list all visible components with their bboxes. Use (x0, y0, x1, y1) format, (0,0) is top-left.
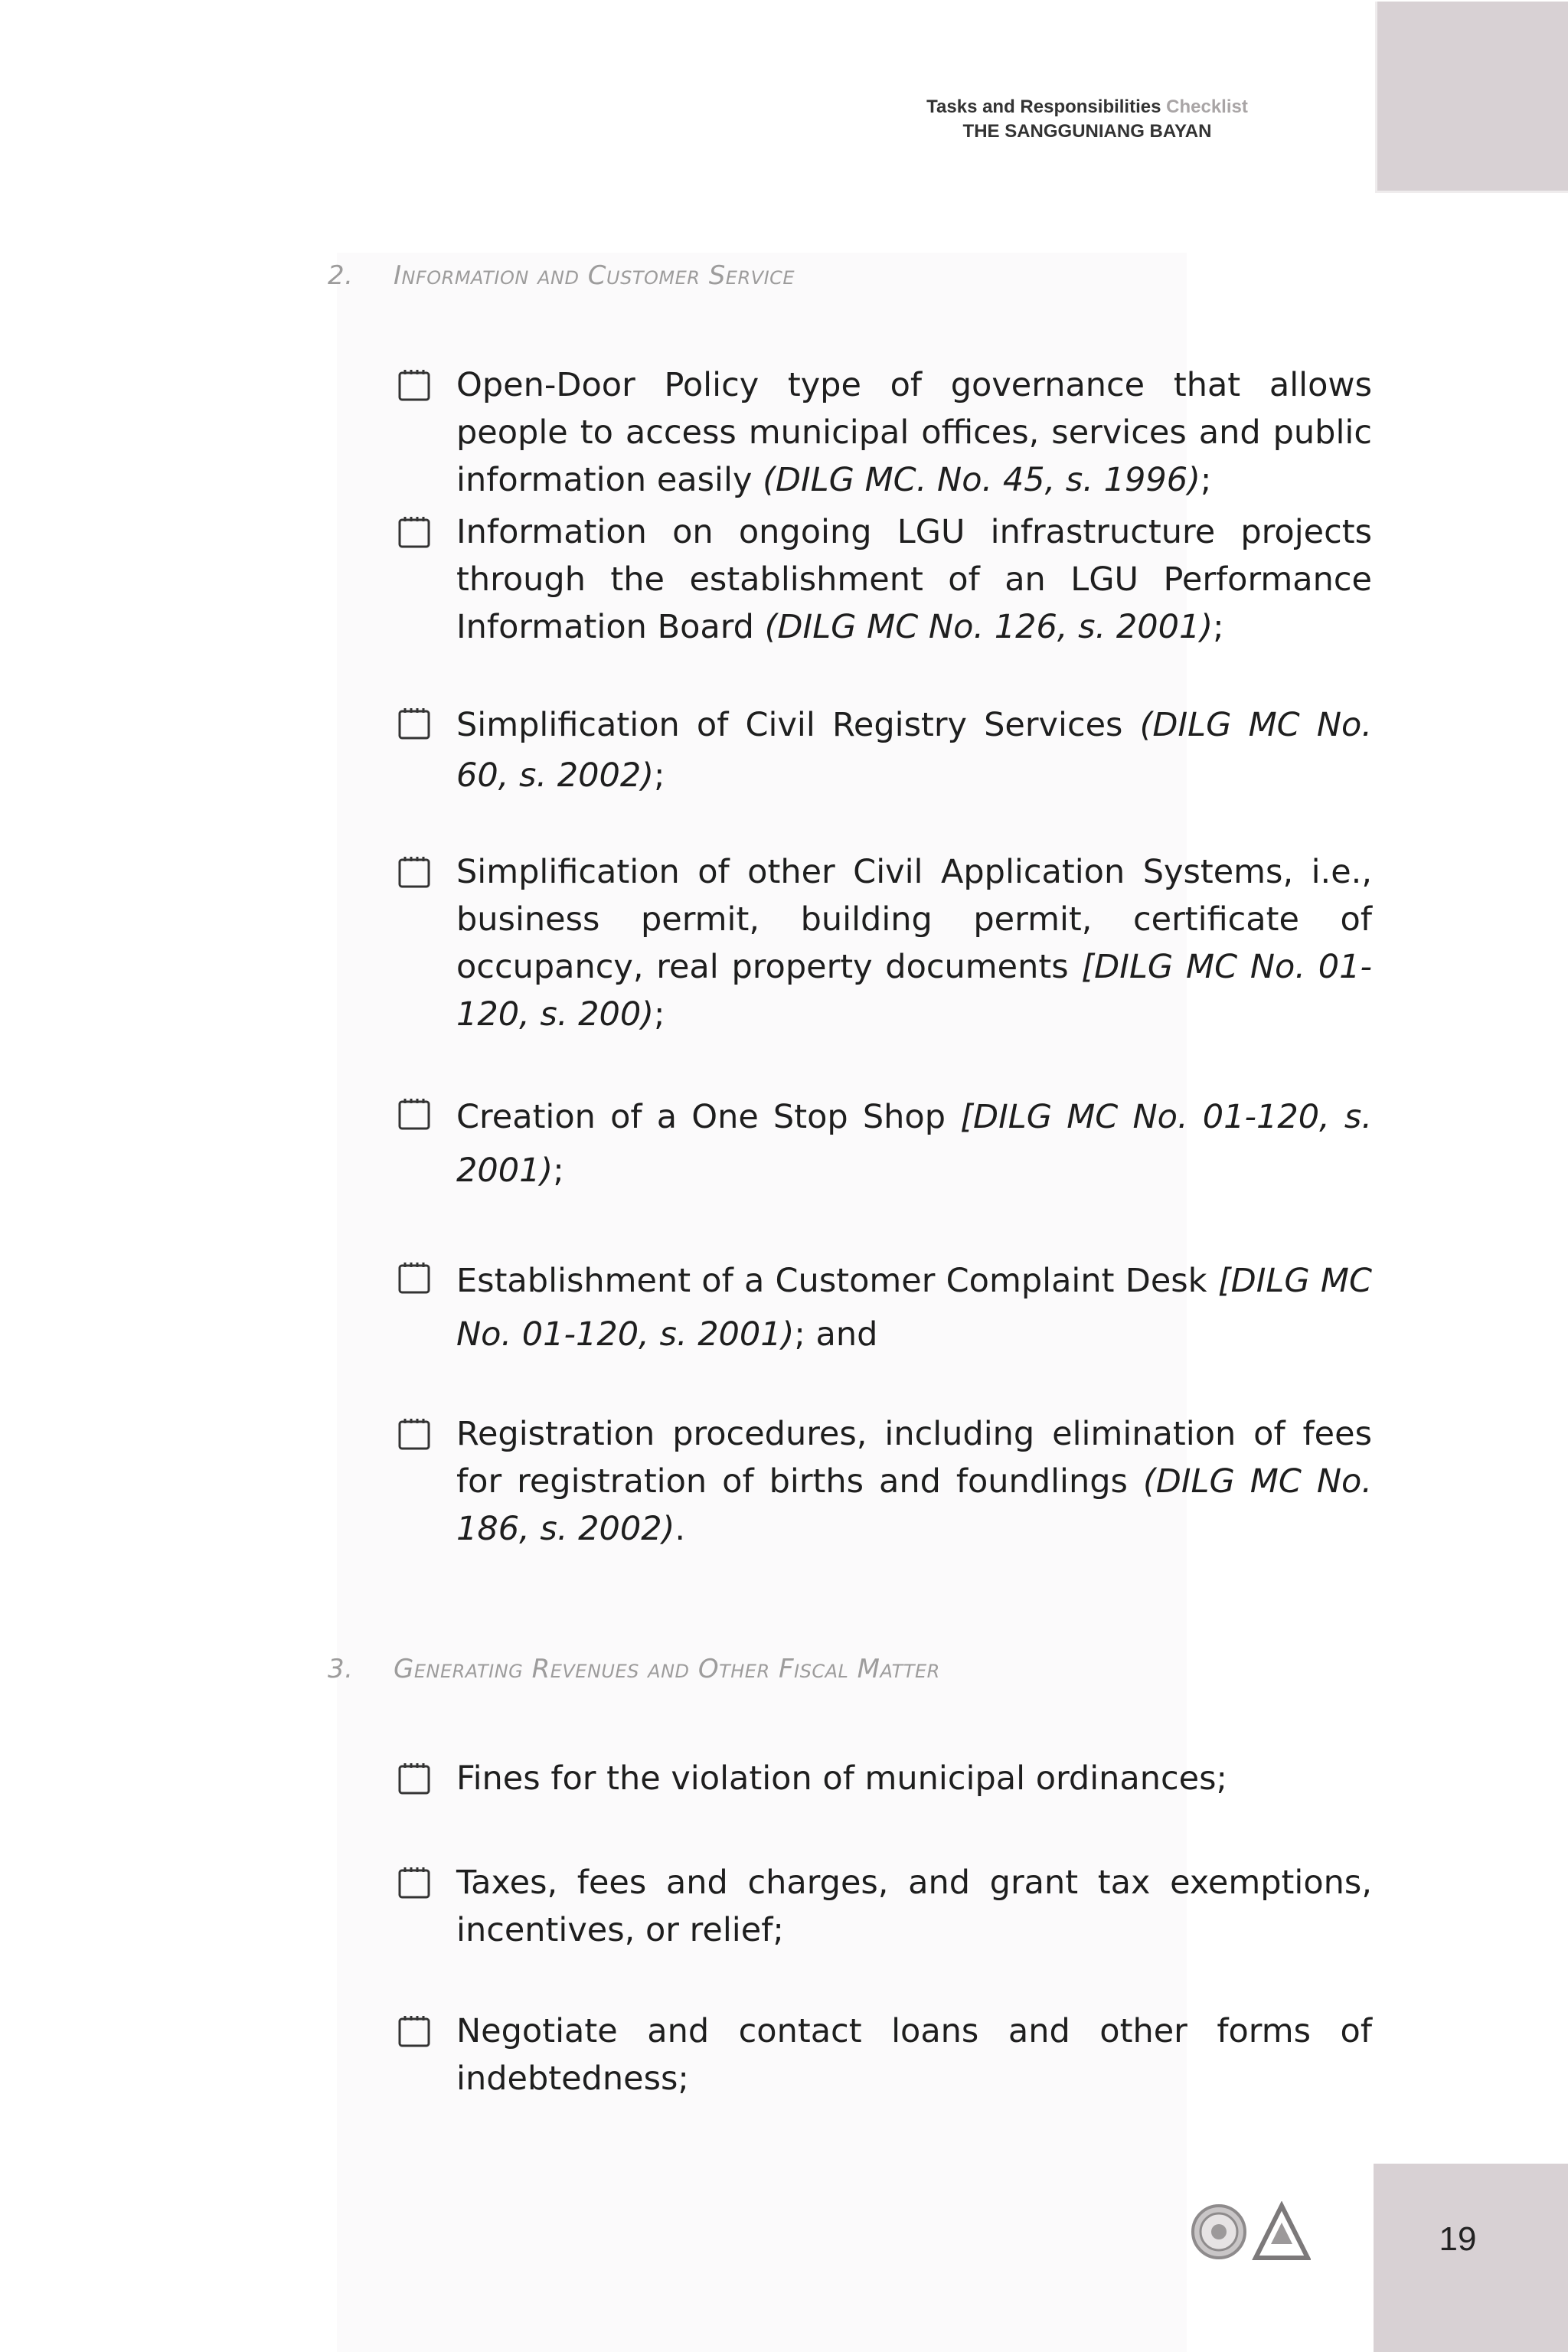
item-main-text: Registration procedures, including elimination of fees for registration of births and foundlings (456, 1415, 1372, 1501)
header-title-accent: Checklist (1166, 96, 1248, 117)
item-main-text: Creation of a One Stop Shop (456, 1098, 961, 1136)
checkbox-icon[interactable] (398, 1098, 430, 1130)
item-reference: [DILG MC No. 01-120, s. 2001) (456, 1262, 1373, 1354)
checkbox-icon[interactable] (398, 516, 430, 548)
item-reference: (DILG MC No. 186, s. 2002) (456, 1462, 1372, 1548)
checklist-item-text (456, 700, 1372, 801)
checklist-item-text (456, 361, 1372, 504)
item-reference: [DILG MC No. 01-120, s. 2001) (456, 1098, 1373, 1190)
checkbox-icon[interactable] (398, 1418, 430, 1450)
item-reference: (DILG MC. No. 45, s. 1996) (763, 461, 1200, 499)
item-suffix: ; (654, 995, 665, 1034)
section-title: Generating Revenues and Other Fiscal Matter (394, 1654, 940, 1684)
section-number: 3. (328, 1654, 354, 1684)
checkbox-icon[interactable] (398, 369, 430, 401)
item-suffix: ; (553, 1152, 564, 1190)
checklist-item-text (456, 2007, 1372, 2102)
item-main-text: Information on ongoing LGU infrastructure projects through the establishment of an LGU Performance Information Board (456, 513, 1372, 646)
section-title: Information and Customer Service (394, 260, 795, 291)
checklist-item-text (456, 1410, 1372, 1553)
checklist-item-text (456, 1859, 1372, 1954)
header-subtitle: THE SANGGUNIANG BAYAN (962, 121, 1212, 142)
item-main-text: Fines for the violation of municipal ordinances; (456, 1759, 1228, 1798)
checklist-item-text (456, 508, 1372, 651)
checkbox-icon[interactable] (398, 707, 430, 740)
page-number: 19 (1439, 2220, 1477, 2258)
item-main-text: Negotiate and contact loans and other forms of indebtedness; (456, 2012, 1372, 2098)
item-suffix: . (675, 1510, 686, 1548)
running-header (842, 95, 1332, 144)
item-reference: [DILG MC No. 01-120, s. 200) (456, 948, 1372, 1034)
item-suffix: ; (654, 756, 665, 795)
lga-logo-icon (1256, 2206, 1308, 2258)
checklist-item-text (456, 1755, 1372, 1802)
checklist-item-text (456, 848, 1372, 1038)
item-suffix: ; (1213, 608, 1224, 646)
checkbox-icon[interactable] (398, 856, 430, 888)
section-heading (328, 260, 1400, 291)
checkbox-icon[interactable] (398, 1762, 430, 1795)
section-heading (328, 1654, 1400, 1684)
footer-logos (1191, 2201, 1311, 2262)
item-reference: (DILG MC No. 126, s. 2001) (764, 608, 1214, 646)
item-main-text: Establishment of a Customer Complaint Desk (456, 1262, 1218, 1300)
item-suffix: ; and (794, 1315, 878, 1354)
item-suffix: ; (1200, 461, 1212, 499)
top-tab (1375, 2, 1568, 193)
checklist-item-text (456, 1254, 1372, 1361)
section-number: 2. (328, 260, 354, 291)
item-main-text: Open-Door Policy type of governance that allows people to access municipal offices, services and public information easily (456, 366, 1372, 499)
checkbox-icon[interactable] (398, 1867, 430, 1899)
checklist-item-text (456, 1090, 1372, 1197)
item-main-text: Simplification of Civil Registry Services (456, 706, 1140, 744)
header-title-main: Tasks and Responsibilities (926, 96, 1161, 117)
item-reference: (DILG MC No. 60, s. 2002) (456, 706, 1372, 795)
header-title (842, 95, 1332, 119)
item-main-text: Simplification of other Civil Application Systems, i.e., business permit, building permit, certificate of occupancy, real property documents (456, 853, 1372, 986)
dilg-seal-icon (1193, 2206, 1245, 2258)
item-main-text: Taxes, fees and charges, and grant tax exemptions, incentives, or relief; (456, 1864, 1372, 1949)
checkbox-icon[interactable] (398, 2015, 430, 2047)
checkbox-icon[interactable] (398, 1262, 430, 1294)
